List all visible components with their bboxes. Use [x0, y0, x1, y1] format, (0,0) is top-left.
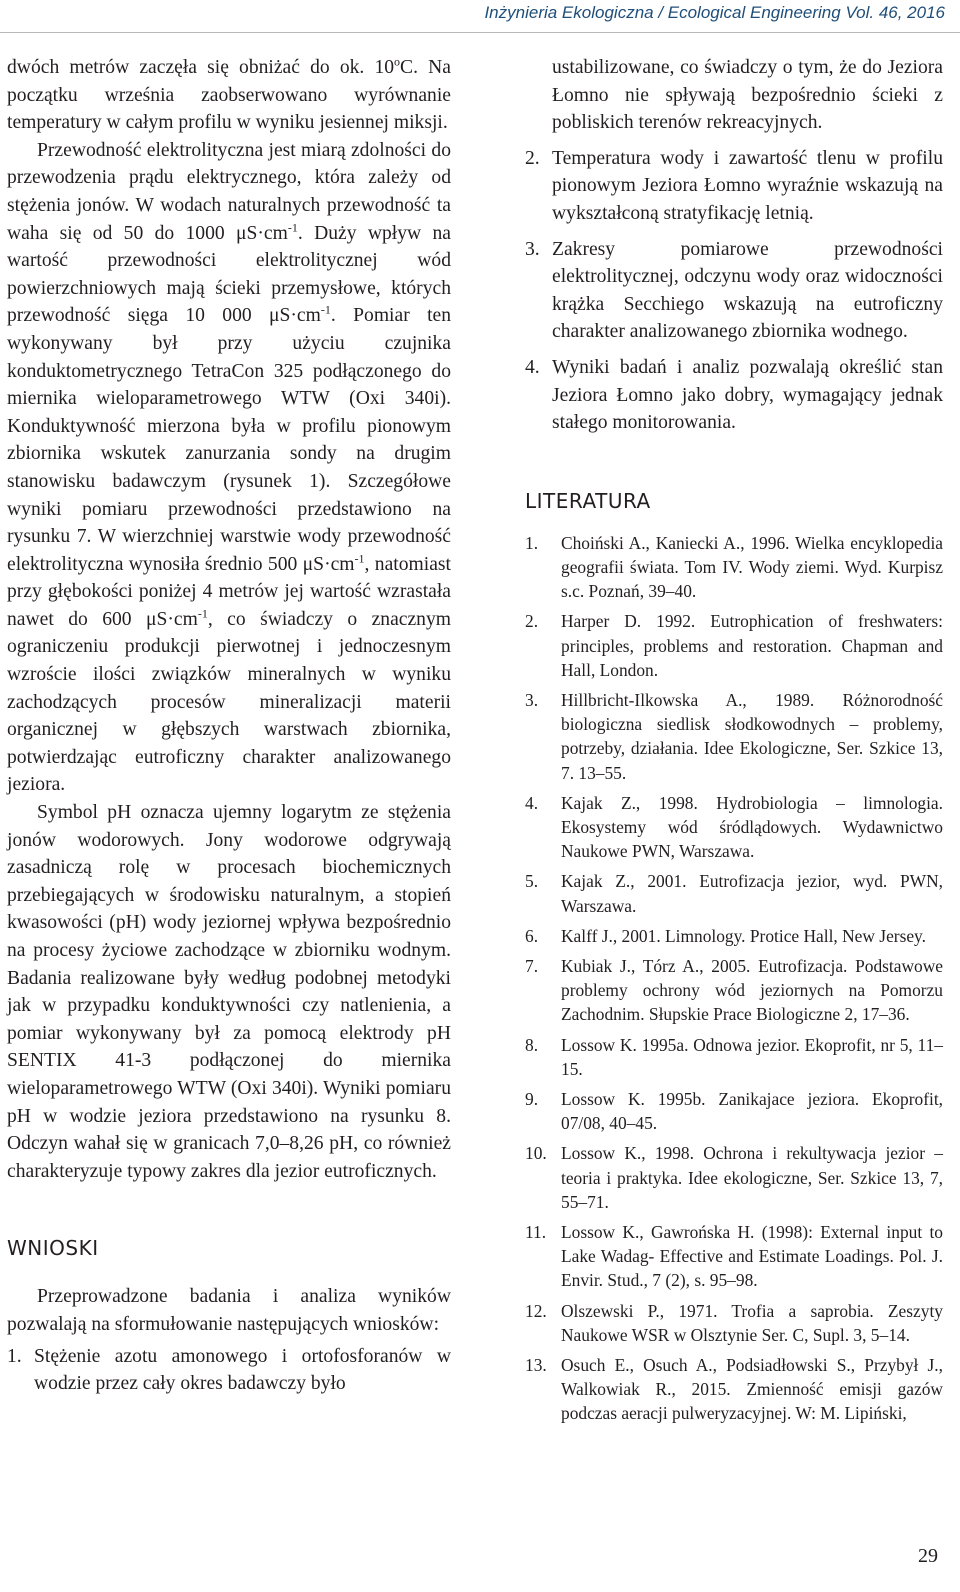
reference-text: Kubiak J., Tórz A., 2005. Eutrofizacja. Podstawowe problemy ochrony wód jeziornych na Pomorzu Zachodnim. Słupskie Prace Biologiczne 2, 17–36.	[561, 955, 943, 1025]
conclusion-text: Wyniki badań i analiz pozwalają określić stan Jeziora Łomno jako dobry, wymagający jednak stałego monitorowania.	[552, 356, 943, 434]
reference-item	[525, 609, 943, 682]
paragraph-conductivity: Przewodność elektrolityczna jest miarą zdolności do przewodzenia prądu elektrycznego, która zależy od stężenia jonów. W wodach naturalnych przewodność ta waha się od 50 do 1000 $\mu S\cdot cm^{-1}$. Duży wpływ na wartość przewodności elektrolitycznej wód powierzchniowych mają ścieki przemysłowe, których przewodność sięga 10 000 $\mu S\cdot cm^{-1}$. Pomiar ten wykonywany był przy użyciu czujnika konduktometrycznego TetraCon 325 podłączonego do miernika wieloparametrowego WTW (Oxi 340i). Konduktywność mierzona była w profilu pionowym zbiornika wskutek zanurzania sondy na drugim stanowisku badawczym (rysunek 1). Szczegółowe wyniki pomiaru przewodności przedstawiono na rysunku 7. W wierzchniej warstwie wody przewodność elektrolityczna wynosiła średnio 500 $\mu S\cdot cm^{-1}$, natomiast przy głębokości poniżej 4 metrów jej wartość wzrastała nawet do 600 $\mu S\cdot cm^{-1}$, co świadczy o znacznym ograniczeniu produkcji pierwotnej i jednoczesnym wzroście ilości związków mineralnych w wyniku zachodzących procesów mineralizacji materii organicznej w głębszych warstwach zbiornika, potwierdzając eutroficzny charakter analizowanego jeziora.	[7, 139, 452, 796]
reference-text: Lossow K. 1995a. Odnowa jezior. Ekoprofit, nr 5, 11–15.	[561, 1034, 943, 1079]
conclusion-number: 2.	[525, 147, 540, 169]
reference-text: Hillbricht-Ilkowska A., 1989. Różnorodność biologiczna siedlisk słodkowodnych – problemy, potrzeby, działania. Idee Ekologiczne, Ser. Szkice 13, 7. 13–55.	[561, 689, 943, 783]
reference-text: Olszewski P., 1971. Trofia a saprobia. Zeszyty Naukowe WSR w Olsztynie Ser. C, Supl. 3, 5–14.	[561, 1300, 943, 1345]
reference-text: Lossow K. 1995b. Zanikajace jeziora. Ekoprofit, 07/08, 40–45.	[561, 1088, 943, 1134]
paragraph-temperature: dwóch metrów zaczęła się obniżać do ok. 10$^o$C. Na początku września zaobserwowano wyrównanie temperatury w całym profilu w wyniku jesiennej miksji.	[7, 54, 451, 134]
reference-number: 6.	[525, 925, 539, 946]
reference-item	[525, 924, 943, 948]
reference-number: 4.	[525, 792, 539, 813]
reference-item	[525, 1141, 943, 1214]
reference-number: 10.	[525, 1143, 547, 1164]
journal-header: Inżynieria Ekologiczna / Ecological Engineering Vol. 46, 2016	[484, 3, 945, 22]
reference-item	[525, 1353, 943, 1426]
reference-text: Osuch E., Osuch A., Podsiadłowski S., Przybył J., Walkowiak R., 2015. Zmienność emisji gazów podczas aeracji pulweryzacyjnej. W: M. Lipiński,	[561, 1355, 943, 1424]
reference-number: 7.	[525, 955, 539, 976]
reference-text: Lossow K., 1998. Ochrona i rekultywacja jezior – teoria i praktyka. Idee ekologiczne, Ser. Szkice 13, 7, 55–71.	[561, 1143, 943, 1212]
reference-item	[525, 1033, 943, 1081]
conclusion-item	[525, 145, 943, 228]
reference-text: Lossow K., Gawrońska H. (1998): External input to Lake Wadag- Effective and Estimate Loadings. Pol. J. Envir. Stud., 7 (2), s. 95–98.	[561, 1222, 943, 1291]
reference-number: 12.	[525, 1300, 547, 1321]
reference-item	[525, 688, 943, 785]
conclusion-text: Temperatura wody i zawartość tlenu w profilu pionowym Jeziora Łomno wyraźnie wskazują na wykształconą stratyfikację letnią.	[552, 147, 943, 224]
header-rule	[0, 32, 960, 33]
reference-list	[525, 531, 943, 1426]
paragraph-ph: Symbol pH oznacza ujemny logarytm ze stężenia jonów wodorowych. Jony wodorowe odgrywają zasadniczą rolę w procesach biochemicznych przebiegających w środowisku naturalnym, a stopień kwasowości (pH) wody jeziornej wpływa bezpośrednio na procesy życiowe zachodzące w zbiorniku wodnym. Badania realizowane były według podobnej metodyki jak w przypadku konduktywności czy natlenienia, a pomiar wykonywany był za pomocą elektrody pH SENTIX 41-3 podłączonej do miernika wieloparametrowego WTW (Oxi 340i). Wyniki pomiaru pH w wodzie jeziora przedstawiono na rysunku 8. Odczyn wahał się w granicach 7,0–8,26 pH, co również charakteryzuje typowy zakres dla jezior eutroficznych.	[7, 802, 451, 1182]
conclusion-item-continued: ustabilizowane, co świadczy o tym, że do Jeziora Łomno nie spływają bezpośrednio ścieki z pobliskich terenów rekreacyjnych.	[552, 57, 943, 134]
conclusions-list	[7, 1343, 451, 1398]
right-column	[525, 54, 943, 1432]
conclusion-item: 1. Stężenie azotu amonowego i ortofosforanów w wodzie przez cały okres badawczy było	[7, 1345, 451, 1395]
reference-text: Kajak Z., 1998. Hydrobiologia – limnologia. Ekosystemy wód śródlądowych. Wydawnictwo Naukowe PWN, Warszawa.	[561, 792, 943, 862]
page-number: 29	[918, 1545, 938, 1567]
wnioski-intro: Przeprowadzone badania i analiza wyników pozwalają na sformułowanie następujących wniosków:	[7, 1286, 451, 1335]
reference-number: 1.	[525, 532, 539, 553]
wnioski-heading: WNIOSKI	[7, 1236, 99, 1261]
reference-number: 11.	[525, 1222, 547, 1242]
left-column	[7, 54, 451, 1398]
conclusion-number: 4.	[525, 356, 540, 378]
reference-number: 13.	[525, 1355, 547, 1376]
reference-item	[525, 1299, 943, 1347]
literatura-heading: LITERATURA	[525, 488, 651, 513]
reference-number: 2.	[525, 611, 539, 632]
reference-text: Choiński A., Kaniecki A., 1996. Wielka encyklopedia geografii świata. Tom IV. Wody ziemi. Wyd. Kurpisz s.c. Poznań, 39–40.	[561, 532, 943, 602]
reference-item	[525, 1220, 943, 1293]
reference-text: Kalff J., 2001. Limnology. Protice Hall, New Jersey.	[561, 925, 926, 946]
conclusions-list-continued	[525, 54, 943, 137]
conclusion-item	[525, 236, 943, 346]
reference-number: 8.	[525, 1034, 539, 1055]
conclusion-number: 3.	[525, 238, 540, 260]
reference-item	[525, 791, 943, 864]
reference-number: 3.	[525, 689, 539, 710]
reference-number: 5.	[525, 871, 539, 892]
reference-text: Harper D. 1992. Eutrophication of freshwaters: principles, problems and restoration. Chapman and Hall, London.	[561, 611, 943, 680]
conclusion-item	[525, 354, 943, 437]
reference-text: Kajak Z., 2001. Eutrofizacja jezior, wyd. PWN, Warszawa.	[561, 871, 943, 916]
conclusion-text: Zakresy pomiarowe przewodności elektrolitycznej, odczynu wody oraz widoczności krążka Secchiego wskazują na eutroficzny charakter analizowanego zbiornika wodnego.	[552, 238, 943, 343]
reference-item	[525, 954, 943, 1027]
reference-item	[525, 531, 943, 604]
conclusions-list	[525, 145, 943, 437]
reference-number: 9.	[525, 1088, 539, 1109]
reference-item	[525, 869, 943, 917]
reference-item	[525, 1087, 943, 1135]
